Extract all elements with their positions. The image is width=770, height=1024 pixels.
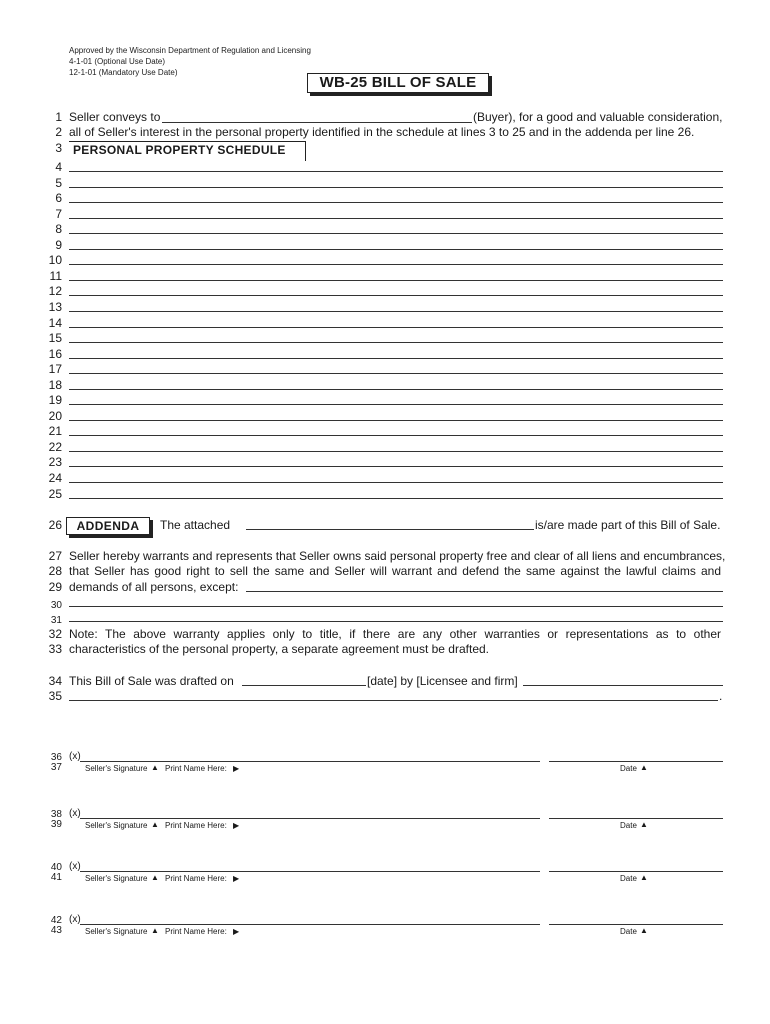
arrow-up-icon: ▲: [151, 763, 159, 772]
print-name-label: Print Name Here:: [165, 764, 227, 773]
signature-x-mark: (x): [69, 861, 81, 872]
print-name-label: Print Name Here:: [165, 821, 227, 830]
line-number: 17: [48, 362, 62, 376]
line-number: 15: [48, 331, 62, 345]
schedule-line[interactable]: [69, 295, 723, 296]
line-number: 16: [48, 347, 62, 361]
line-number: 33: [48, 642, 62, 656]
line-number: 31: [50, 615, 62, 626]
arrow-up-icon: ▲: [640, 926, 648, 935]
line-number: 39: [50, 819, 62, 830]
seller-signature-label: Seller's Signature: [85, 821, 148, 830]
schedule-line[interactable]: [69, 249, 723, 250]
line-number: 28: [48, 564, 62, 578]
signature-x-mark: (x): [69, 808, 81, 819]
arrow-right-icon: ▶: [233, 927, 240, 936]
seller-signature-field[interactable]: [80, 924, 540, 925]
buyer-name-field[interactable]: [162, 122, 472, 123]
signature-date-field[interactable]: [549, 871, 723, 872]
seller-signature-label: Seller's Signature: [85, 764, 148, 773]
exceptions-field[interactable]: [246, 591, 723, 592]
signature-x-mark: (x): [69, 751, 81, 762]
arrow-right-icon: ▶: [233, 874, 240, 883]
arrow-up-icon: ▲: [151, 926, 159, 935]
seller-interest-text: all of Seller's interest in the personal property identified in the schedule at lines 3 to 25 and in the addenda per line 26.: [69, 125, 695, 139]
line-number: 2: [55, 125, 62, 139]
schedule-line[interactable]: [69, 202, 723, 203]
mandatory-use-date: 12-1-01 (Mandatory Use Date): [69, 68, 178, 77]
line-number: 12: [48, 284, 62, 298]
warranty-note-33: characteristics of the personal property, a separate agreement must be drafted.: [69, 642, 489, 656]
form-title: WB-25 BILL OF SALE: [307, 73, 489, 93]
signature-date-field[interactable]: [549, 761, 723, 762]
line-number: 7: [55, 207, 62, 221]
optional-use-date: 4-1-01 (Optional Use Date): [69, 57, 166, 66]
print-name-label: Print Name Here:: [165, 874, 227, 883]
schedule-line[interactable]: [69, 435, 723, 436]
line-number: 23: [48, 455, 62, 469]
licensee-firm-field-continued[interactable]: [69, 700, 718, 701]
line-number: 5: [55, 176, 62, 190]
line-number: 34: [48, 674, 62, 688]
line-number: 14: [48, 316, 62, 330]
line-number: 38: [50, 809, 62, 820]
addenda-suffix: is/are made part of this Bill of Sale.: [535, 518, 721, 532]
schedule-line[interactable]: [69, 342, 723, 343]
line-number: 43: [50, 925, 62, 936]
arrow-up-icon: ▲: [640, 820, 648, 829]
schedule-line[interactable]: [69, 466, 723, 467]
seller-conveys-label: Seller conveys to: [69, 110, 161, 124]
signature-date-field[interactable]: [549, 818, 723, 819]
addenda-label: ADDENDA: [66, 517, 150, 535]
schedule-line[interactable]: [69, 420, 723, 421]
approval-note: Approved by the Wisconsin Department of Regulation and Licensing: [69, 46, 311, 55]
line-number: 22: [48, 440, 62, 454]
schedule-line[interactable]: [69, 451, 723, 452]
exceptions-line-30[interactable]: [69, 606, 723, 607]
line-number: 25: [48, 487, 62, 501]
period: .: [719, 689, 723, 703]
schedule-line[interactable]: [69, 311, 723, 312]
signature-date-field[interactable]: [549, 924, 723, 925]
line-number: 4: [55, 160, 62, 174]
seller-signature-field[interactable]: [80, 818, 540, 819]
line-number: 21: [48, 424, 62, 438]
line-number: 8: [55, 222, 62, 236]
line-number: 29: [48, 580, 62, 594]
warranty-text-28: that Seller has good right to sell the same and Seller will warrant and defend the same against the lawful claims and: [69, 564, 721, 578]
line-number: 11: [49, 269, 62, 283]
line-number: 6: [55, 191, 62, 205]
addenda-field[interactable]: [246, 529, 534, 530]
line-number: 3: [55, 141, 62, 155]
line-number: 24: [48, 471, 62, 485]
print-name-label: Print Name Here:: [165, 927, 227, 936]
schedule-line[interactable]: [69, 498, 723, 499]
arrow-right-icon: ▶: [233, 764, 240, 773]
schedule-line[interactable]: [69, 373, 723, 374]
line-number: 40: [50, 862, 62, 873]
date-label: Date: [620, 764, 637, 773]
schedule-line[interactable]: [69, 264, 723, 265]
licensee-firm-field[interactable]: [523, 685, 723, 686]
line-number: 36: [50, 752, 62, 763]
drafted-date-field[interactable]: [242, 685, 366, 686]
line-number: 19: [48, 393, 62, 407]
arrow-up-icon: ▲: [151, 873, 159, 882]
arrow-up-icon: ▲: [151, 820, 159, 829]
attached-label: The attached: [160, 518, 231, 532]
warranty-text-27: Seller hereby warrants and represents that Seller owns said personal property free and clear of all liens and encumbrances,: [69, 549, 726, 563]
seller-signature-field[interactable]: [80, 871, 540, 872]
licensee-firm-label: [date] by [Licensee and firm]: [367, 674, 518, 688]
arrow-right-icon: ▶: [233, 821, 240, 830]
line-number: 35: [48, 689, 62, 703]
buyer-consideration-label: (Buyer), for a good and valuable consideration,: [473, 110, 723, 124]
warranty-text-29: demands of all persons, except:: [69, 580, 239, 594]
schedule-line[interactable]: [69, 187, 723, 188]
line-number: 20: [48, 409, 62, 423]
line-number: 27: [48, 549, 62, 563]
seller-signature-field[interactable]: [80, 761, 540, 762]
line-number: 18: [48, 378, 62, 392]
seller-signature-label: Seller's Signature: [85, 927, 148, 936]
schedule-line[interactable]: [69, 327, 723, 328]
line-number: 41: [50, 872, 62, 883]
line-number: 9: [55, 238, 62, 252]
date-label: Date: [620, 927, 637, 936]
exceptions-line-31[interactable]: [69, 621, 723, 622]
schedule-line[interactable]: [69, 358, 723, 359]
line-number: 10: [48, 253, 62, 267]
schedule-line[interactable]: [69, 280, 723, 281]
schedule-line[interactable]: [69, 389, 723, 390]
drafted-on-label: This Bill of Sale was drafted on: [69, 674, 234, 688]
line-number: 13: [48, 300, 62, 314]
date-label: Date: [620, 821, 637, 830]
date-label: Date: [620, 874, 637, 883]
line-number: 1: [55, 110, 62, 124]
schedule-line[interactable]: [69, 218, 723, 219]
line-number: 32: [48, 627, 62, 641]
line-number: 30: [50, 600, 62, 611]
arrow-up-icon: ▲: [640, 873, 648, 882]
warranty-note-32: Note: The above warranty applies only to title, if there are any other warranties or representations as to other: [69, 627, 721, 641]
signature-x-mark: (x): [69, 914, 81, 925]
line-number: 42: [50, 915, 62, 926]
schedule-line[interactable]: [69, 404, 723, 405]
schedule-heading: PERSONAL PROPERTY SCHEDULE: [69, 141, 306, 158]
schedule-line[interactable]: [69, 171, 723, 172]
line-number: 37: [50, 762, 62, 773]
seller-signature-label: Seller's Signature: [85, 874, 148, 883]
schedule-line[interactable]: [69, 482, 723, 483]
schedule-line[interactable]: [69, 233, 723, 234]
line-number: 26: [48, 518, 62, 532]
arrow-up-icon: ▲: [640, 763, 648, 772]
